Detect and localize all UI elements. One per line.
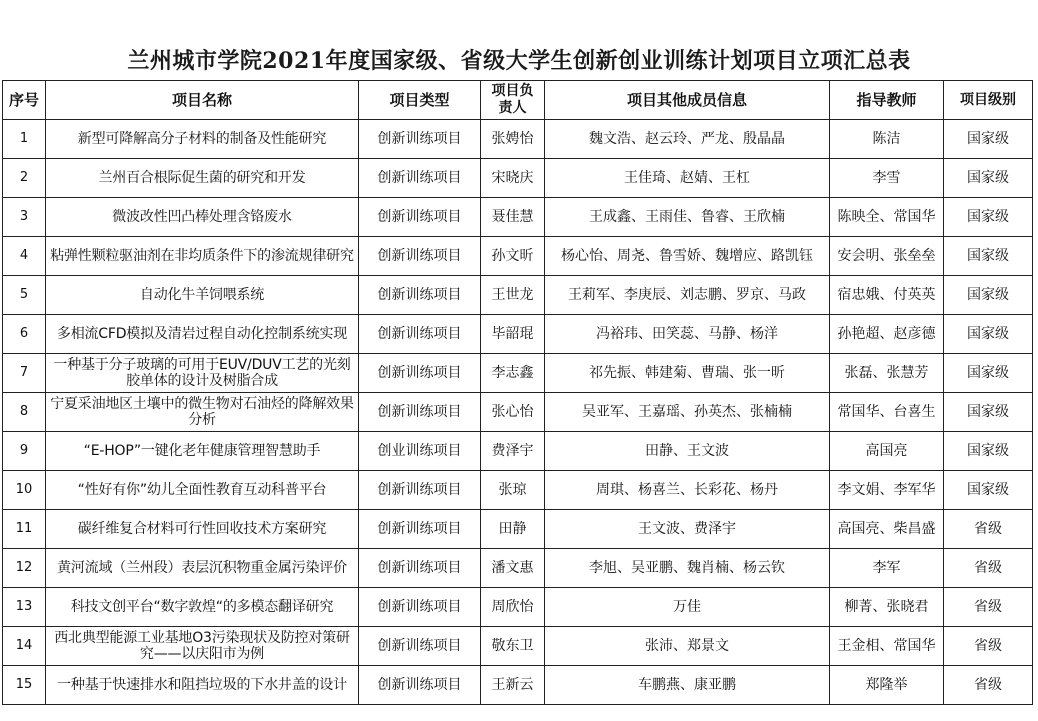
cell-project-type: 创新训练项目: [359, 120, 481, 159]
cell-leader: 张琼: [481, 471, 545, 510]
table-row: [3, 354, 1033, 393]
cell-project-name: “性好有你”幼儿全面性教育互动科普平台: [46, 471, 359, 510]
cell-project-name: 新型可降解高分子材料的制备及性能研究: [46, 120, 359, 159]
cell-seq: 4: [3, 237, 46, 276]
cell-leader: 张心怡: [481, 393, 545, 432]
cell-project-name: 多相流CFD模拟及清岩过程自动化控制系统实现: [46, 315, 359, 354]
cell-advisor: 李雪: [830, 159, 944, 198]
table-row: [3, 159, 1033, 198]
cell-seq: 15: [3, 666, 46, 705]
table-row: [3, 276, 1033, 315]
table-row: [3, 471, 1033, 510]
cell-level: 国家级: [944, 315, 1033, 354]
table-row: [3, 198, 1033, 237]
cell-members: 周琪、杨喜兰、长彩花、杨丹: [545, 471, 830, 510]
cell-level: 国家级: [944, 237, 1033, 276]
cell-project-name: 一种基于分子玻璃的可用于EUV/DUV工艺的光刻胶单体的设计及树脂合成: [46, 354, 359, 393]
cell-seq: 12: [3, 549, 46, 588]
cell-leader: 费泽宇: [481, 432, 545, 471]
table-body: [3, 120, 1033, 705]
cell-advisor: 安会明、张垒垒: [830, 237, 944, 276]
cell-advisor: 陈映全、常国华: [830, 198, 944, 237]
cell-seq: 13: [3, 588, 46, 627]
table-row: [3, 627, 1033, 666]
header-project-type: 项目类型: [359, 81, 481, 120]
table-row: [3, 237, 1033, 276]
cell-advisor: 李文娟、李军华: [830, 471, 944, 510]
cell-level: 国家级: [944, 159, 1033, 198]
table-header-row: [3, 81, 1033, 120]
cell-advisor: 常国华、台喜生: [830, 393, 944, 432]
cell-advisor: 郑隆举: [830, 666, 944, 705]
cell-project-type: 创新训练项目: [359, 354, 481, 393]
cell-leader: 李志鑫: [481, 354, 545, 393]
header-advisor: 指导教师: [830, 81, 944, 120]
cell-project-name: 科技文创平台“数字敦煌“的多模态翻译研究: [46, 588, 359, 627]
cell-project-type: 创新训练项目: [359, 315, 481, 354]
cell-members: 祁先振、韩建菊、曹瑞、张一昕: [545, 354, 830, 393]
cell-level: 国家级: [944, 393, 1033, 432]
cell-leader: 张娉怡: [481, 120, 545, 159]
cell-level: 省级: [944, 666, 1033, 705]
cell-leader: 王世龙: [481, 276, 545, 315]
cell-level: 省级: [944, 510, 1033, 549]
cell-project-type: 创业训练项目: [359, 432, 481, 471]
cell-members: 魏文浩、赵云玲、严龙、殷晶晶: [545, 120, 830, 159]
header-project-name: 项目名称: [46, 81, 359, 120]
cell-project-type: 创新训练项目: [359, 510, 481, 549]
cell-project-type: 创新训练项目: [359, 588, 481, 627]
cell-seq: 2: [3, 159, 46, 198]
cell-leader: 王新云: [481, 666, 545, 705]
cell-project-name: 微波改性凹凸棒处理含铬废水: [46, 198, 359, 237]
cell-project-type: 创新训练项目: [359, 666, 481, 705]
cell-seq: 9: [3, 432, 46, 471]
cell-members: 吴亚军、王嘉瑶、孙英杰、张楠楠: [545, 393, 830, 432]
cell-project-type: 创新训练项目: [359, 627, 481, 666]
cell-project-type: 创新训练项目: [359, 198, 481, 237]
cell-members: 杨心怡、周尧、鲁雪娇、魏增应、路凯钰: [545, 237, 830, 276]
cell-level: 省级: [944, 627, 1033, 666]
cell-leader: 孙文昕: [481, 237, 545, 276]
header-seq: 序号: [3, 81, 46, 120]
cell-members: 李旭、吴亚鹏、魏肖楠、杨云钦: [545, 549, 830, 588]
cell-level: 省级: [944, 588, 1033, 627]
cell-members: 王文波、费泽宇: [545, 510, 830, 549]
cell-project-name: “E-HOP”一键化老年健康管理智慧助手: [46, 432, 359, 471]
project-table: [2, 80, 1033, 705]
cell-project-name: 西北典型能源工业基地O3污染现状及防控对策研究——以庆阳市为例: [46, 627, 359, 666]
cell-project-name: 黄河流域（兰州段）表层沉积物重金属污染评价: [46, 549, 359, 588]
cell-members: 张沛、郑景文: [545, 627, 830, 666]
table-row: [3, 666, 1033, 705]
cell-advisor: 王金相、常国华: [830, 627, 944, 666]
cell-advisor: 陈洁: [830, 120, 944, 159]
cell-seq: 11: [3, 510, 46, 549]
cell-project-type: 创新训练项目: [359, 159, 481, 198]
header-leader: 项目负责人: [481, 81, 545, 120]
cell-members: 田静、王文波: [545, 432, 830, 471]
header-members: 项目其他成员信息: [545, 81, 830, 120]
cell-leader: 田静: [481, 510, 545, 549]
cell-seq: 8: [3, 393, 46, 432]
cell-advisor: 孙艳超、赵彦德: [830, 315, 944, 354]
cell-project-name: 兰州百合根际促生菌的研究和开发: [46, 159, 359, 198]
cell-seq: 14: [3, 627, 46, 666]
cell-members: 冯裕玮、田笑蕊、马静、杨洋: [545, 315, 830, 354]
cell-level: 国家级: [944, 120, 1033, 159]
cell-level: 国家级: [944, 432, 1033, 471]
cell-leader: 聂佳慧: [481, 198, 545, 237]
cell-seq: 1: [3, 120, 46, 159]
header-level: 项目级别: [944, 81, 1033, 120]
cell-project-name: 碳纤维复合材料可行性回收技术方案研究: [46, 510, 359, 549]
cell-project-type: 创新训练项目: [359, 549, 481, 588]
cell-advisor: 李军: [830, 549, 944, 588]
cell-seq: 3: [3, 198, 46, 237]
cell-leader: 周欣怡: [481, 588, 545, 627]
cell-leader: 潘文惠: [481, 549, 545, 588]
cell-seq: 10: [3, 471, 46, 510]
cell-leader: 宋晓庆: [481, 159, 545, 198]
cell-project-name: 宁夏采油地区土壤中的微生物对石油烃的降解效果分析: [46, 393, 359, 432]
cell-project-name: 粘弹性颗粒驱油剂在非均质条件下的渗流规律研究: [46, 237, 359, 276]
table-row: [3, 315, 1033, 354]
cell-leader: 敬东卫: [481, 627, 545, 666]
cell-level: 国家级: [944, 471, 1033, 510]
cell-members: 王莉军、李庚辰、刘志鹏、罗京、马政: [545, 276, 830, 315]
cell-advisor: 高国亮、柴昌盛: [830, 510, 944, 549]
cell-seq: 5: [3, 276, 46, 315]
cell-members: 车鹏燕、康亚鹏: [545, 666, 830, 705]
cell-project-type: 创新训练项目: [359, 237, 481, 276]
cell-advisor: 宿忠娥、付英英: [830, 276, 944, 315]
cell-seq: 6: [3, 315, 46, 354]
page-title: 兰州城市学院2021年度国家级、省级大学生创新创业训练计划项目立项汇总表: [127, 48, 911, 74]
cell-project-name: 一种基于快速排水和阻挡垃圾的下水井盖的设计: [46, 666, 359, 705]
table-row: [3, 510, 1033, 549]
cell-advisor: 柳菁、张晓君: [830, 588, 944, 627]
cell-project-type: 创新训练项目: [359, 471, 481, 510]
cell-level: 省级: [944, 549, 1033, 588]
table-row: [3, 549, 1033, 588]
cell-leader: 毕韶琨: [481, 315, 545, 354]
cell-members: 万佳: [545, 588, 830, 627]
table-row: [3, 120, 1033, 159]
cell-level: 国家级: [944, 354, 1033, 393]
cell-members: 王成鑫、王雨佳、鲁睿、王欣楠: [545, 198, 830, 237]
cell-level: 国家级: [944, 276, 1033, 315]
cell-level: 国家级: [944, 198, 1033, 237]
cell-advisor: 高国亮: [830, 432, 944, 471]
cell-members: 王佳琦、赵婧、王杠: [545, 159, 830, 198]
cell-project-type: 创新训练项目: [359, 393, 481, 432]
table-row: [3, 588, 1033, 627]
cell-project-name: 自动化牛羊饲喂系统: [46, 276, 359, 315]
table-row: [3, 393, 1033, 432]
cell-project-type: 创新训练项目: [359, 276, 481, 315]
cell-seq: 7: [3, 354, 46, 393]
table-row: [3, 432, 1033, 471]
cell-advisor: 张磊、张慧芳: [830, 354, 944, 393]
